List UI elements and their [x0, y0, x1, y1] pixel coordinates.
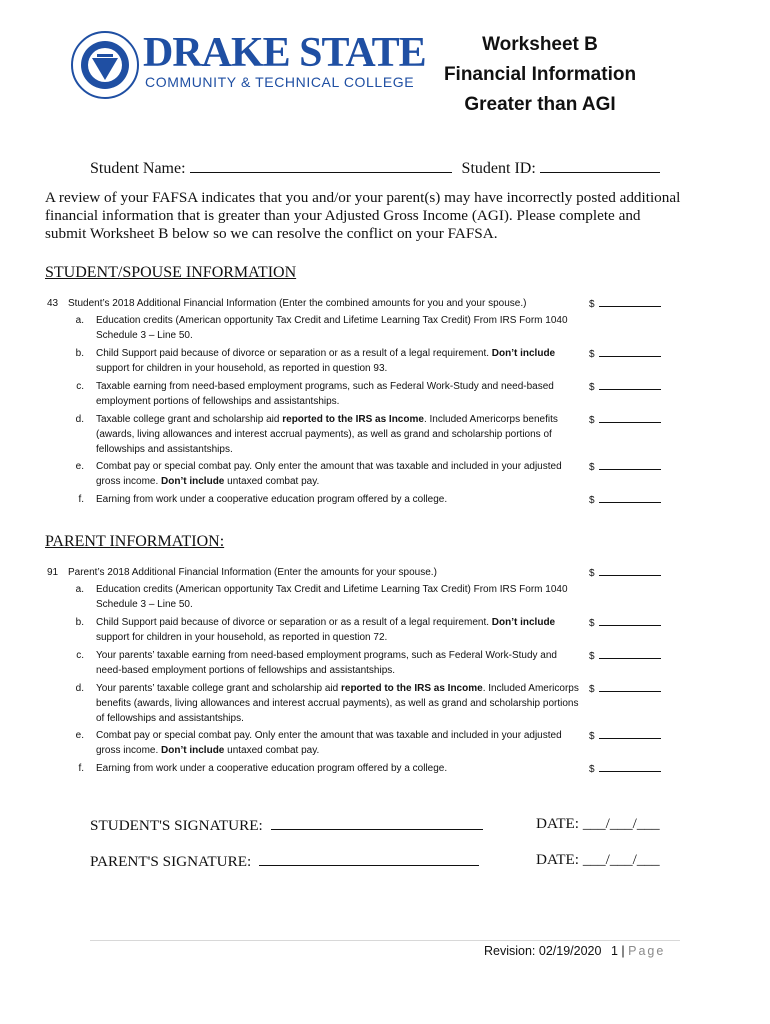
- amount-field[interactable]: $: [589, 681, 661, 697]
- item-text: Taxable college grant and scholarship aid reported to the IRS as Income. Included Americorps benefits (awards, living allowances and interest accrual payments), as well as grand and scholarship portions of fellowships and assistantships.: [96, 414, 558, 455]
- amount-field[interactable]: $: [589, 648, 661, 664]
- student-section-heading: STUDENT/SPOUSE INFORMATION: [45, 264, 297, 281]
- item-text: Earning from work under a cooperative education program offered by a college.: [96, 494, 448, 505]
- student-signature-label: STUDENT'S SIGNATURE:: [90, 817, 263, 834]
- amount-field[interactable]: $: [589, 296, 661, 312]
- amount-field[interactable]: $: [589, 615, 661, 631]
- amount-field[interactable]: $: [589, 492, 661, 508]
- student-id-field[interactable]: [540, 158, 660, 173]
- item-text: Taxable earning from need-based employment programs, such as Federal Work-Study and need-based employment portions of fellowships and assistantships.: [96, 381, 554, 407]
- student-name-label: Student Name:: [90, 160, 186, 177]
- student-date-label: DATE:: [536, 815, 580, 832]
- student-name-field[interactable]: [190, 158, 452, 173]
- item-text: Earning from work under a cooperative education program offered by a college.: [96, 763, 448, 774]
- student-date-line: [536, 815, 660, 833]
- page-word: Page: [628, 944, 666, 958]
- college-subtitle: COMMUNITY & TECHNICAL COLLEGE: [145, 74, 415, 90]
- question-number: 43: [47, 298, 59, 309]
- footer-divider: [90, 940, 680, 941]
- item-text: Child Support paid because of divorce or separation or as a result of a legal requirement. Don’t include support for children in your household, as reported in question 93.: [96, 348, 556, 374]
- parent-date-line: [536, 851, 660, 869]
- item-text: Child Support paid because of divorce or separation or as a result of a legal requirement. Don’t include support for children in your household, as reported in question 72.: [96, 617, 556, 643]
- parent-date-label: DATE:: [536, 851, 580, 868]
- item-text: Your parents’ taxable earning from need-based employment programs, such as Federal Work-Study and need-based employment portions of fellowships and assistantships.: [96, 650, 557, 676]
- worksheet-title-line-1: Worksheet B: [482, 34, 598, 55]
- item-text: Combat pay or special combat pay. Only enter the amount that was taxable and included in your adjusted gross income. Don’t include untaxed combat pay.: [96, 730, 562, 756]
- parent-section-heading: PARENT INFORMATION:: [45, 533, 225, 550]
- college-seal-icon: [70, 30, 140, 100]
- question-text: Student’s 2018 Additional Financial Information (Enter the combined amounts for you and your spouse.): [68, 298, 527, 309]
- revision-date: Revision: 02/19/2020: [484, 944, 602, 958]
- page-number: 1: [610, 944, 618, 958]
- intro-paragraph: A review of your FAFSA indicates that you and/or your parent(s) may have incorrectly posted additional financial information that is greater than your Adjusted Gross Income (AGI). Please complete and submit Worksheet B below so we can resolve the conflict on your FAFSA.: [45, 189, 681, 242]
- question-text: Parent’s 2018 Additional Financial Information (Enter the amounts for your spouse.): [68, 567, 437, 578]
- worksheet-title: [420, 30, 660, 120]
- college-name: DRAKE STATE: [143, 30, 426, 76]
- student-info-line: [90, 158, 660, 178]
- student-signature-line: [90, 815, 483, 835]
- worksheet-title-line-2: Financial Information: [443, 64, 637, 85]
- item-text: Your parents’ taxable college grant and scholarship aid reported to the IRS as Income. Included Americorps benefits (awards, living allowances and interest accrual payments), as well as grand and scholarship portions of fellowships and assistantships.: [96, 683, 579, 724]
- student-signature-field[interactable]: [271, 815, 483, 830]
- amount-field[interactable]: $: [589, 346, 661, 362]
- parent-date-field[interactable]: ___/___/___: [582, 851, 660, 868]
- item-text: Education credits (American opportunity Tax Credit and Lifetime Learning Tax Credit) From IRS Form 1040 Schedule 3 – Line 50.: [96, 315, 568, 341]
- amount-field[interactable]: $: [589, 379, 661, 395]
- amount-field[interactable]: $: [589, 412, 661, 428]
- item-text: Combat pay or special combat pay. Only enter the amount that was taxable and included in your adjusted gross income. Don’t include untaxed combat pay.: [96, 461, 562, 487]
- amount-field[interactable]: $: [589, 728, 661, 744]
- worksheet-title-line-3: Greater than AGI: [464, 94, 616, 115]
- footer-separator: |: [621, 944, 625, 958]
- amount-field[interactable]: $: [589, 459, 661, 475]
- amount-field[interactable]: $: [589, 761, 661, 777]
- question-number: 91: [47, 567, 59, 578]
- amount-field[interactable]: $: [589, 565, 661, 581]
- student-id-label: Student ID:: [461, 160, 536, 177]
- item-text: Education credits (American opportunity Tax Credit and Lifetime Learning Tax Credit) From IRS Form 1040 Schedule 3 – Line 50.: [96, 584, 568, 610]
- page-footer: [484, 944, 665, 958]
- student-date-field[interactable]: ___/___/___: [582, 815, 660, 832]
- parent-signature-field[interactable]: [259, 851, 479, 866]
- parent-signature-line: [90, 851, 479, 871]
- parent-signature-label: PARENT'S SIGNATURE:: [90, 853, 252, 870]
